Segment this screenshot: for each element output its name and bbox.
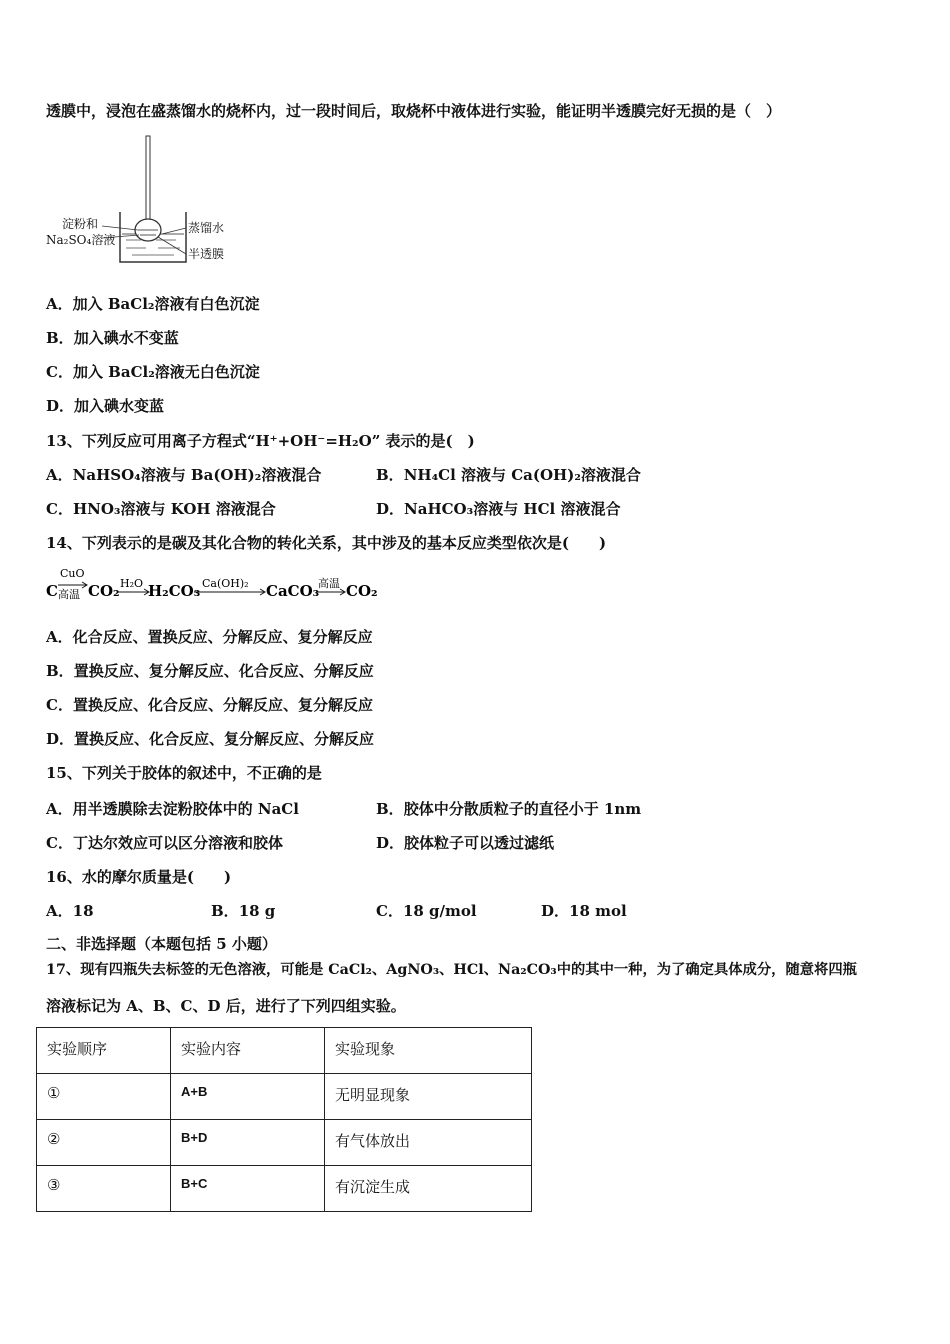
svg-text:H₂O: H₂O xyxy=(120,577,144,590)
cell-content: B+C xyxy=(171,1166,325,1212)
q14-stem: 14、下列表示的是碳及其化合物的转化关系，其中涉及的基本反应类型依次是( ) xyxy=(46,534,607,552)
cell-phenomenon: 有气体放出 xyxy=(325,1120,532,1166)
q15-option-c: C．丁达尔效应可以区分溶液和胶体 xyxy=(46,834,283,852)
experiment-table xyxy=(36,1027,532,1212)
header-order: 实验顺序 xyxy=(37,1028,171,1074)
q14-option-a: A．化合反应、置换反应、分解反应、复分解反应 xyxy=(46,628,373,646)
q12-option-c: C．加入 BaCl₂溶液无白色沉淀 xyxy=(46,363,260,381)
cell-content: B+D xyxy=(171,1120,325,1166)
q13-option-b: B．NH₄Cl 溶液与 Ca(OH)₂溶液混合 xyxy=(376,466,641,484)
svg-text:高温: 高温 xyxy=(318,577,340,590)
q14-option-b: B．置换反应、复分解反应、化合反应、分解反应 xyxy=(46,662,374,680)
beaker-figure xyxy=(46,134,236,268)
svg-text:CuO: CuO xyxy=(60,567,85,580)
q12-stem-cont: 透膜中，浸泡在盛蒸馏水的烧杯内，过一段时间后，取烧杯中液体进行实验，能证明半透膜完好无损的是（ ） xyxy=(46,102,782,120)
label-na2so4: Na₂SO₄溶液 xyxy=(46,233,116,247)
section-heading: 二、非选择题（本题包括 5 小题） xyxy=(46,935,277,953)
q13-stem: 13、下列反应可用离子方程式“H⁺+OH⁻=H₂O” 表示的是( ) xyxy=(46,432,475,450)
q13-option-a: A．NaHSO₄溶液与 Ba(OH)₂溶液混合 xyxy=(46,466,322,484)
q14-option-c: C．置换反应、化合反应、分解反应、复分解反应 xyxy=(46,696,373,714)
table-header-row xyxy=(37,1028,532,1074)
q15-option-d: D．胶体粒子可以透过滤纸 xyxy=(376,834,555,852)
header-phenomenon: 实验现象 xyxy=(325,1028,532,1074)
table-row xyxy=(37,1074,532,1120)
header-content: 实验内容 xyxy=(171,1028,325,1074)
q13-option-c: C．HNO₃溶液与 KOH 溶液混合 xyxy=(46,500,276,518)
cell-phenomenon: 有沉淀生成 xyxy=(325,1166,532,1212)
q16-option-d: D．18 mol xyxy=(541,902,627,920)
cell-order: ③ xyxy=(37,1166,171,1212)
q15-option-b: B．胶体中分散质粒子的直径小于 1nm xyxy=(376,800,642,818)
q17-stem-line1: 17、现有四瓶失去标签的无色溶液，可能是 CaCl₂、AgNO₃、HCl、Na₂CO₃中的其中一种，为了确定具体成分，随意将四瓶 xyxy=(46,962,857,978)
q12-option-d: D．加入碘水变蓝 xyxy=(46,397,165,415)
label-membrane: 半透膜 xyxy=(188,247,225,261)
q16-option-b: B．18 g xyxy=(211,902,276,920)
table-row xyxy=(37,1120,532,1166)
q12-option-b: B．加入碘水不变蓝 xyxy=(46,329,179,347)
q14-option-d: D．置换反应、化合反应、复分解反应、分解反应 xyxy=(46,730,375,748)
svg-text:高温: 高温 xyxy=(58,588,80,601)
q16-option-a: A．18 xyxy=(46,902,94,920)
svg-text:H₂CO₃: H₂CO₃ xyxy=(148,582,201,600)
svg-text:CaCO₃: CaCO₃ xyxy=(266,582,320,600)
svg-text:CO₂: CO₂ xyxy=(88,582,120,600)
label-starch: 淀粉和 xyxy=(62,217,99,231)
q15-stem: 15、下列关于胶体的叙述中，不正确的是 xyxy=(46,764,322,782)
svg-text:CO₂: CO₂ xyxy=(346,582,378,600)
q12-option-a: A．加入 BaCl₂溶液有白色沉淀 xyxy=(46,295,260,313)
cell-order: ① xyxy=(37,1074,171,1120)
label-water: 蒸馏水 xyxy=(188,221,225,235)
conversion-chain xyxy=(46,565,406,605)
cell-phenomenon: 无明显现象 xyxy=(325,1074,532,1120)
svg-text:C: C xyxy=(46,582,58,600)
table-row xyxy=(37,1166,532,1212)
q16-stem: 16、水的摩尔质量是( ) xyxy=(46,868,232,886)
q17-stem-line2: 溶液标记为 A、B、C、D 后，进行了下列四组实验。 xyxy=(46,997,406,1015)
cell-order: ② xyxy=(37,1120,171,1166)
svg-text:Ca(OH)₂: Ca(OH)₂ xyxy=(202,577,249,590)
q16-option-c: C．18 g/mol xyxy=(376,902,477,920)
q15-option-a: A．用半透膜除去淀粉胶体中的 NaCl xyxy=(46,800,299,818)
cell-content: A+B xyxy=(171,1074,325,1120)
q13-option-d: D．NaHCO₃溶液与 HCl 溶液混合 xyxy=(376,500,621,518)
glass-rod xyxy=(146,136,150,226)
